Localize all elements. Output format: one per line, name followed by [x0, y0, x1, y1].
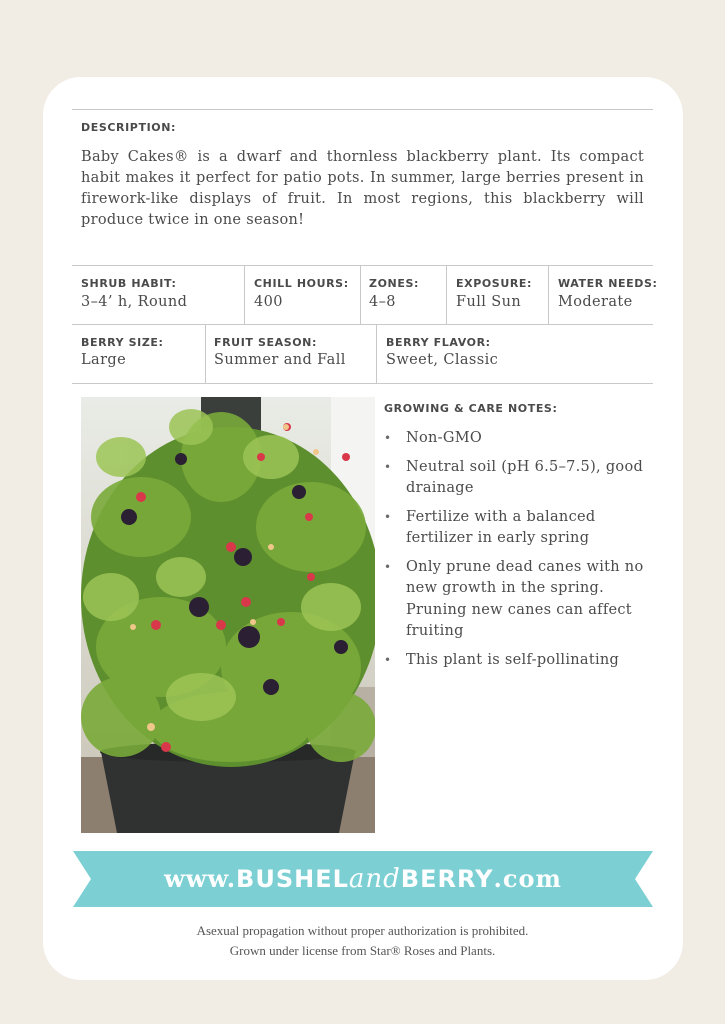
- list-item: • Non-GMO: [384, 428, 646, 450]
- bullet-icon: •: [384, 559, 392, 574]
- specs-bottom-rule: [72, 383, 653, 384]
- description-text: Baby Cakes® is a dwarf and thornless blackberry plant. Its compact habit makes it perfect for patio pots. In summer, large berries present in firework-like displays of fruit. In most regions, this blackberry will produce twice in one season!: [81, 149, 644, 228]
- shrub-habit-label: SHRUB HABIT:: [81, 277, 177, 290]
- top-rule: [72, 109, 653, 110]
- fruit-season-value: Summer and Fall: [214, 352, 346, 368]
- website-url[interactable]: www.BUSHELandBERRY.com: [164, 864, 562, 894]
- bullet-icon: •: [384, 652, 392, 667]
- description-label: DESCRIPTION:: [81, 121, 177, 134]
- bullet-icon: •: [384, 459, 392, 474]
- water-needs-label: WATER NEEDS:: [558, 277, 658, 290]
- berry-size-label: BERRY SIZE:: [81, 336, 164, 349]
- care-notes-list: [384, 428, 646, 678]
- list-item: • Fertilize with a balanced fertilizer in early spring: [384, 508, 596, 546]
- website-banner[interactable]: [73, 851, 653, 907]
- specs-mid-rule: [72, 324, 653, 325]
- bullet-icon: •: [384, 509, 392, 524]
- fruit-season-label: FRUIT SEASON:: [214, 336, 317, 349]
- exposure-value: Full Sun: [456, 294, 522, 310]
- list-item: • Neutral soil (pH 6.5–7.5), good drainage: [384, 458, 644, 496]
- list-item: • Only prune dead canes with no new growth in the spring. Pruning new canes can affect fruiting: [384, 558, 644, 639]
- care-notes-label: GROWING & CARE NOTES:: [384, 402, 558, 415]
- chill-hours-value: 400: [254, 294, 283, 310]
- plant-photo: [81, 397, 375, 833]
- bullet-icon: •: [384, 431, 392, 445]
- specs-top-rule: [72, 265, 653, 266]
- list-item: • This plant is self-pollinating: [384, 650, 646, 672]
- berry-flavor-value: Sweet, Classic: [386, 352, 499, 368]
- exposure-label: EXPOSURE:: [456, 277, 533, 290]
- footer-line-1: Asexual propagation without proper authorization is prohibited.: [196, 923, 529, 938]
- zones-value: 4–8: [369, 294, 396, 310]
- berry-size-value: Large: [81, 352, 127, 368]
- zones-label: ZONES:: [369, 277, 419, 290]
- water-needs-value: Moderate: [558, 294, 633, 310]
- chill-hours-label: CHILL HOURS:: [254, 277, 349, 290]
- footer-line-2: Grown under license from Star® Roses and Plants.: [229, 943, 496, 958]
- shrub-habit-value: 3–4’ h, Round: [81, 294, 188, 310]
- berry-flavor-label: BERRY FLAVOR:: [386, 336, 491, 349]
